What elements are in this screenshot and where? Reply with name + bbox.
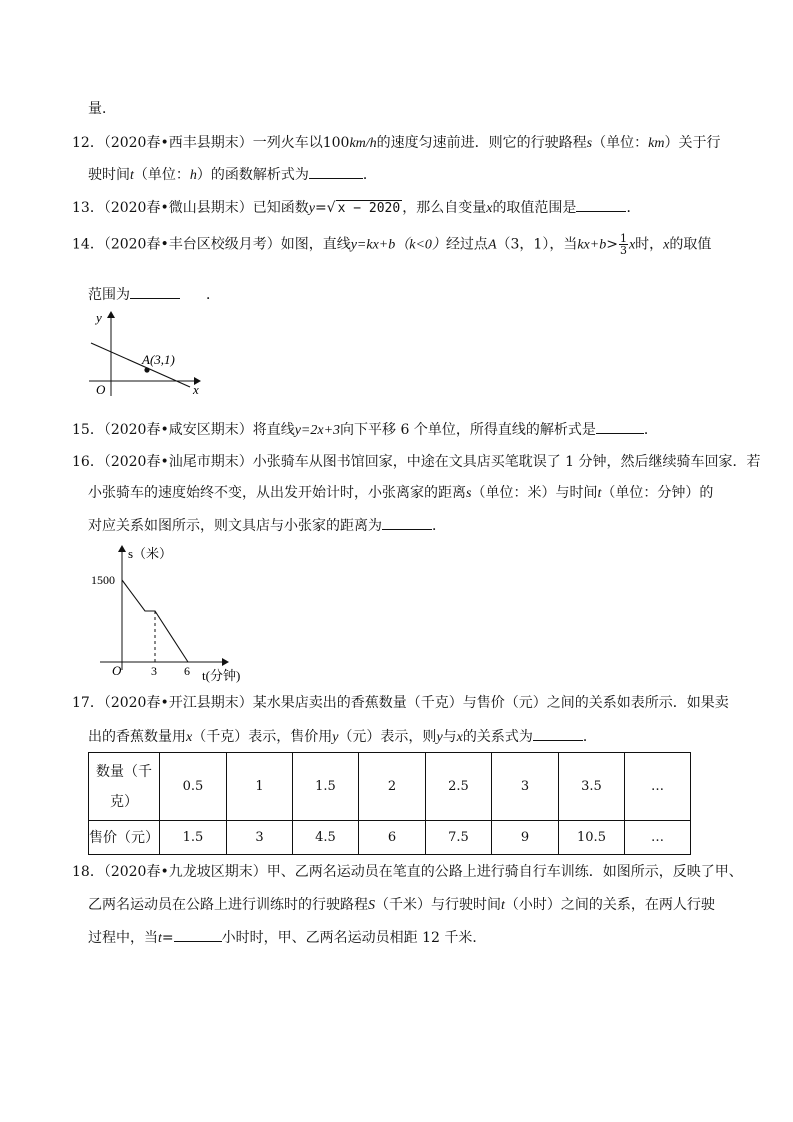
y-tick-1500: 1500	[91, 573, 115, 587]
question-number: 12．	[72, 135, 104, 151]
question-14-line-1: 14．（2020春•丰台区校级月考）如图，直线y=kx+b（k<0）经过点A（3，1），当kx+b> $\frac{1}{3}$ x时，x的取值	[72, 232, 712, 257]
answer-blank[interactable]	[533, 726, 583, 741]
origin-label: O	[112, 663, 122, 678]
q14-line-graph	[84, 306, 206, 400]
question-17-line-2: 出的香蕉数量用x（千克）表示，售价用y（元）表示，则y与x的关系式为 ．	[88, 726, 597, 748]
question-14-line-2: 范围为 ．	[88, 284, 220, 305]
line-y-kx-b	[91, 343, 190, 387]
answer-blank[interactable]	[596, 419, 644, 434]
table-cell: 2	[359, 753, 426, 821]
table-cell: 9	[492, 821, 559, 855]
fraction-one-third: $\frac{1}{3}$	[619, 232, 627, 257]
question-17-line-1: 17．（2020春•开江县期末）某水果店卖出的香蕉数量（千克）与售价（元）之间的关系如表所示．如果卖	[72, 695, 729, 711]
answer-blank[interactable]	[174, 927, 222, 942]
answer-blank[interactable]	[576, 197, 626, 212]
table-cell: 4.5	[293, 821, 359, 855]
x-tick-3: 3	[151, 664, 157, 678]
table-cell: 1	[227, 753, 293, 821]
table-cell: 1.5	[293, 753, 359, 821]
point-a	[144, 367, 149, 372]
question-18-line-3: 过程中，当t= 小时时，甲、乙两名运动员相距 12 千米．	[88, 927, 486, 949]
question-number: 13．	[72, 200, 104, 216]
q16-distance-time-graph	[88, 540, 266, 686]
question-source: （2020春•咸安区期末）	[103, 422, 253, 438]
row-header-price: 售价（元）	[89, 821, 160, 855]
question-source: （2020春•汕尾市期末）	[103, 454, 253, 470]
question-source: （2020春•西丰县期末）	[103, 135, 253, 151]
table-cell: 10.5	[559, 821, 625, 855]
table-row	[89, 821, 691, 855]
banana-price-table	[88, 752, 691, 855]
question-number: 17．	[72, 695, 104, 711]
table-row	[89, 753, 691, 821]
question-source: （2020春•丰台区校级月考）	[103, 236, 281, 253]
table-cell: 3	[227, 821, 293, 855]
question-16-line-3: 对应关系如图所示，则文具店与小张家的距离为 ．	[88, 515, 446, 536]
point-a-label: A(3,1)	[142, 352, 175, 367]
s-axis-label: s（米）	[128, 546, 173, 561]
question-12-line-1: 12．（2020春•西丰县期末）一列火车以100km/h的速度匀速前进．则它的行驶路程s（单位：km）关于行	[72, 135, 721, 151]
table-cell: 7.5	[426, 821, 492, 855]
table-cell: …	[625, 821, 691, 855]
table-cell: …	[625, 753, 691, 821]
question-source: （2020春•微山县期末）	[103, 200, 253, 216]
table-cell: 6	[359, 821, 426, 855]
question-16-line-1: 16．（2020春•汕尾市期末）小张骑车从图书馆回家，中途在文具店买笔耽误了 1 分钟，然后继续骑车回家．若	[72, 454, 761, 470]
question-source: （2020春•九龙坡区期末）	[103, 864, 267, 880]
table-cell: 1.5	[160, 821, 227, 855]
prev-question-tail: 量．	[88, 101, 116, 117]
question-12-line-2: 驶时间t（单位：h）的函数解析式为 ．	[88, 164, 377, 186]
question-15-line-1: 15．（2020春•咸安区期末）将直线y=2x+3向下平移 6 个单位，所得直线的解析式是 ．	[72, 419, 658, 441]
question-18-line-2: 乙两名运动员在公路上进行训练时的行驶路程S（千米）与行驶时间t（小时）之间的关系，在两人行驶	[88, 897, 715, 913]
x-tick-6: 6	[184, 664, 190, 678]
table-cell: 3.5	[559, 753, 625, 821]
table-cell: 0.5	[160, 753, 227, 821]
t-axis-label: t(分钟)	[202, 668, 241, 683]
table-cell: 3	[492, 753, 559, 821]
sqrt-sign: √	[326, 200, 336, 216]
question-source: （2020春•开江县期末）	[103, 695, 253, 711]
question-number: 14．	[72, 236, 104, 253]
question-number: 15．	[72, 422, 104, 438]
question-number: 16．	[72, 454, 104, 470]
row-header-quantity: 数量（千 克）	[89, 753, 160, 821]
x-axis-label: x	[193, 382, 199, 397]
question-number: 18．	[72, 864, 104, 880]
origin-label: O	[96, 382, 106, 397]
answer-blank[interactable]	[382, 515, 432, 530]
table-cell: 2.5	[426, 753, 492, 821]
question-16-line-2: 小张骑车的速度始终不变，从出发开始计时，小张离家的距离s（单位：米）与时间t（单位：分钟）的	[88, 485, 714, 501]
question-13-line-1: 13．（2020春•微山县期末）已知函数y=√ x − 2020 ，那么自变量x的取值范围是 ．	[72, 197, 640, 219]
question-18-line-1: 18．（2020春•九龙坡区期末）甲、乙两名运动员在笔直的公路上进行骑自行车训练．如图所示，反映了甲、	[72, 864, 743, 880]
y-axis-label: y	[96, 310, 102, 325]
sqrt-radicand: x − 2020	[337, 201, 401, 216]
answer-blank[interactable]	[309, 164, 363, 179]
answer-blank[interactable]	[130, 284, 180, 299]
